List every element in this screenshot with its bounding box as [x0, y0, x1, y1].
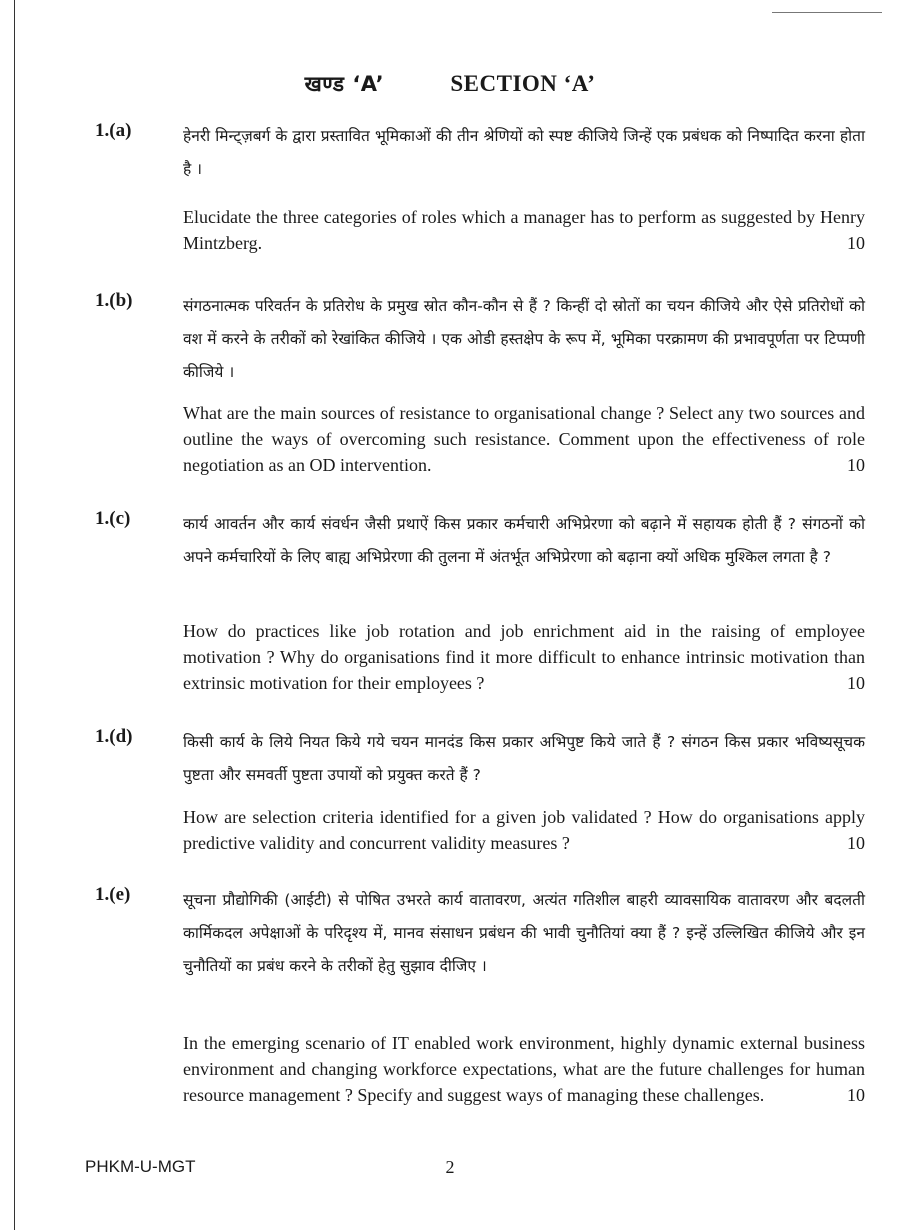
question-english-body: How do practices like job rotation and job enrichment aid in the raising of employee motivation ? Why do organisations find it more difficult to enhance intrinsic motivation than extrinsic motivation for their employees ?	[183, 621, 865, 693]
question-english-text	[183, 204, 865, 256]
question-english-body: How are selection criteria identified for a given job validated ? How do organisations apply predictive validity and concurrent validity measures ?	[183, 807, 865, 853]
page-number: 2	[445, 1157, 455, 1177]
question-marks: 10	[847, 1085, 865, 1105]
question-number: 1.(e)	[95, 884, 131, 905]
question-english-body: In the emerging scenario of IT enabled work environment, highly dynamic external business environment and changing workforce expectations, what are the future challenges for human resource management ? Specify and suggest ways of managing these challenges.	[183, 1033, 865, 1105]
section-heading	[0, 70, 900, 98]
question-english-text	[183, 1030, 865, 1108]
question-number: 1.(a)	[95, 120, 132, 141]
section-heading-english: SECTION ‘A’	[450, 71, 596, 96]
question-hindi-text: कार्य आवर्तन और कार्य संवर्धन जैसी प्रथाऐं किस प्रकार कर्मचारी अभिप्रेरणा को बढ़ाने में सहायक होती हैं ? संगठनों को अपने कर्मचारियों के लिए बाह्य अभिप्रेरणा की तुलना में अंतर्भूत अभिप्रेरणा को बढ़ाना क्यों अधिक मुश्किल लगता है ?	[183, 515, 865, 566]
section-heading-hindi: खण्ड ‘A’	[304, 72, 385, 96]
question-english-text	[183, 804, 865, 856]
question-english-body: What are the main sources of resistance to organisational change ? Select any two sources and outline the ways of overcoming such resistance. Comment upon the effectiveness of role negotiation as an OD intervention.	[183, 403, 865, 475]
question-marks: 10	[847, 833, 865, 853]
question-marks: 10	[847, 455, 865, 475]
left-margin-line	[14, 0, 15, 1230]
question-english-body: Elucidate the three categories of roles which a manager has to perform as suggested by Henry Mintzberg.	[183, 207, 865, 253]
top-scan-line	[772, 12, 882, 13]
question-number: 1.(b)	[95, 290, 133, 311]
question-marks: 10	[847, 673, 865, 693]
question-english-text	[183, 400, 865, 478]
question-hindi-text: किसी कार्य के लिये नियत किये गये चयन मानदंड किस प्रकार अभिपुष्ट किये जाते हैं ? संगठन किस प्रकार भविष्यसूचक पुष्टता और समवर्ती पुष्टता उपायों को प्रयुक्त करते हैं ?	[183, 733, 865, 784]
question-hindi-text: सूचना प्रौद्योगिकी (आईटी) से पोषित उभरते कार्य वातावरण, अत्यंत गतिशील बाहरी व्यावसायिक वातावरण और बदलती कार्मिकदल अपेक्षाओं के परिदृश्य में, मानव संसाधन प्रबंधन की भावी चुनौतियां क्या हैं ? इन्हें उल्लिखित कीजिये और इन चुनौतियों का प्रबंध करने के तरीकों हेतु सुझाव दीजिए ।	[183, 891, 865, 975]
question-hindi-text: संगठनात्मक परिवर्तन के प्रतिरोध के प्रमुख स्रोत कौन-कौन से हैं ? किन्हीं दो स्रोतों का चयन कीजिये और ऐसे प्रतिरोधों को वश में करने के तरीकों को रेखांकित कीजिये । एक ओडी हस्तक्षेप के रूप में, भूमिका परक्रामण की प्रभावपूर्णता पर टिप्पणी कीजिये ।	[183, 297, 865, 381]
question-hindi-text: हेनरी मिन्ट्ज़बर्ग के द्वारा प्रस्तावित भूमिकाओं की तीन श्रेणियों को स्पष्ट कीजिये जिन्हें एक प्रबंधक को निष्पादित करना होता है ।	[183, 127, 865, 178]
paper-code: PHKM-U-MGT	[85, 1157, 196, 1176]
question-number: 1.(c)	[95, 508, 131, 529]
question-english-text	[183, 618, 865, 696]
question-marks: 10	[847, 233, 865, 253]
question-number: 1.(d)	[95, 726, 133, 747]
